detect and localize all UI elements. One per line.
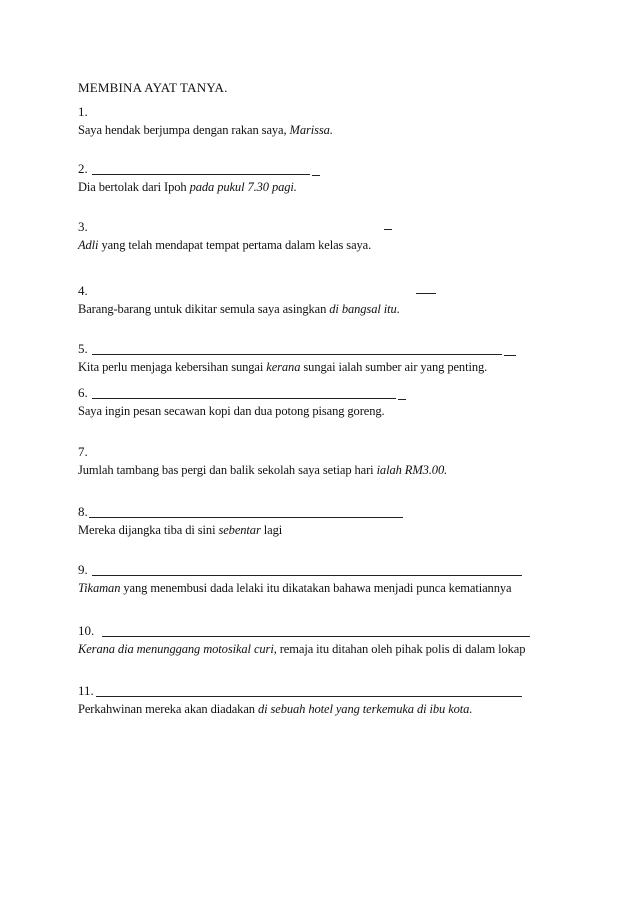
answer-line[interactable] [92,174,310,175]
answer-line[interactable] [92,575,522,576]
question-number: 3. [78,219,88,234]
question-sentence: Tikaman yang menembusi dada lelaki itu dikatakan bahawa menjadi punca kematiannya [78,581,512,595]
question-3 [78,219,558,253]
answer-line[interactable] [102,636,530,637]
highlighted-phrase: Kerana dia menunggang motosikal curi, [78,642,277,656]
answer-line[interactable] [92,398,396,399]
answer-line[interactable] [92,354,502,355]
question-number: 10. [78,623,95,638]
highlighted-phrase: kerana [266,360,301,374]
question-sentence: Saya ingin pesan secawan kopi dan dua potong pisang goreng. [78,404,385,418]
question-number: 5. [78,341,88,356]
highlighted-phrase: di bangsal itu [329,302,397,316]
answer-line-end [398,399,406,400]
answer-line[interactable] [96,696,522,697]
question-4 [78,283,558,317]
question-sentence: Dia bertolak dari Ipoh pada pukul 7.30 pagi. [78,180,297,194]
highlighted-phrase: Adli [78,238,99,252]
question-number: 9. [78,562,88,577]
question-sentence: Adli yang telah mendapat tempat pertama dalam kelas saya. [78,238,372,252]
answer-line-end [312,175,320,176]
question-number: 6. [78,385,88,400]
answer-line[interactable] [89,517,403,518]
question-sentence: Saya hendak berjumpa dengan rakan saya, Marissa. [78,123,333,137]
answer-line-end[interactable] [416,293,436,294]
question-sentence: Mereka dijangka tiba di sini sebentar lagi [78,523,283,537]
question-1 [78,104,558,138]
answer-line-end[interactable] [384,229,392,230]
question-5 [78,341,558,375]
question-sentence: Barang-barang untuk dikitar semula saya asingkan di bangsal itu. [78,302,400,316]
question-8 [78,504,558,538]
highlighted-phrase: pada pukul 7.30 pagi. [189,180,297,194]
question-number: 11. [78,683,94,698]
question-sentence: Kerana dia menunggang motosikal curi, remaja itu ditahan oleh pihak polis di dalam lokap [78,642,526,656]
question-6 [78,385,558,419]
question-11 [78,683,558,717]
question-9 [78,562,558,596]
highlighted-phrase: di sebuah hotel yang terkemuka di ibu kota. [257,702,473,716]
question-sentence: Perkahwinan mereka akan diadakan di sebuah hotel yang terkemuka di ibu kota. [78,702,473,716]
highlighted-phrase: Tikaman [78,581,121,595]
highlighted-phrase: Marissa. [289,123,333,137]
question-number: 1. [78,104,88,119]
question-number: 4. [78,283,88,298]
question-10 [78,623,558,657]
answer-line-end [504,355,516,356]
question-sentence: Kita perlu menjaga kebersihan sungai kerana sungai ialah sumber air yang penting. [78,360,488,374]
question-sentence: Jumlah tambang bas pergi dan balik sekolah saya setiap hari ialah RM3.00. [78,463,448,477]
page-title: MEMBINA AYAT TANYA. [78,80,228,95]
question-number: 2. [78,161,88,176]
question-2 [78,161,558,195]
question-number: 7. [78,444,88,459]
highlighted-phrase: ialah RM3.00. [376,463,448,477]
question-number: 8. [78,504,88,519]
question-7 [78,444,558,478]
highlighted-phrase: sebentar [218,523,261,537]
